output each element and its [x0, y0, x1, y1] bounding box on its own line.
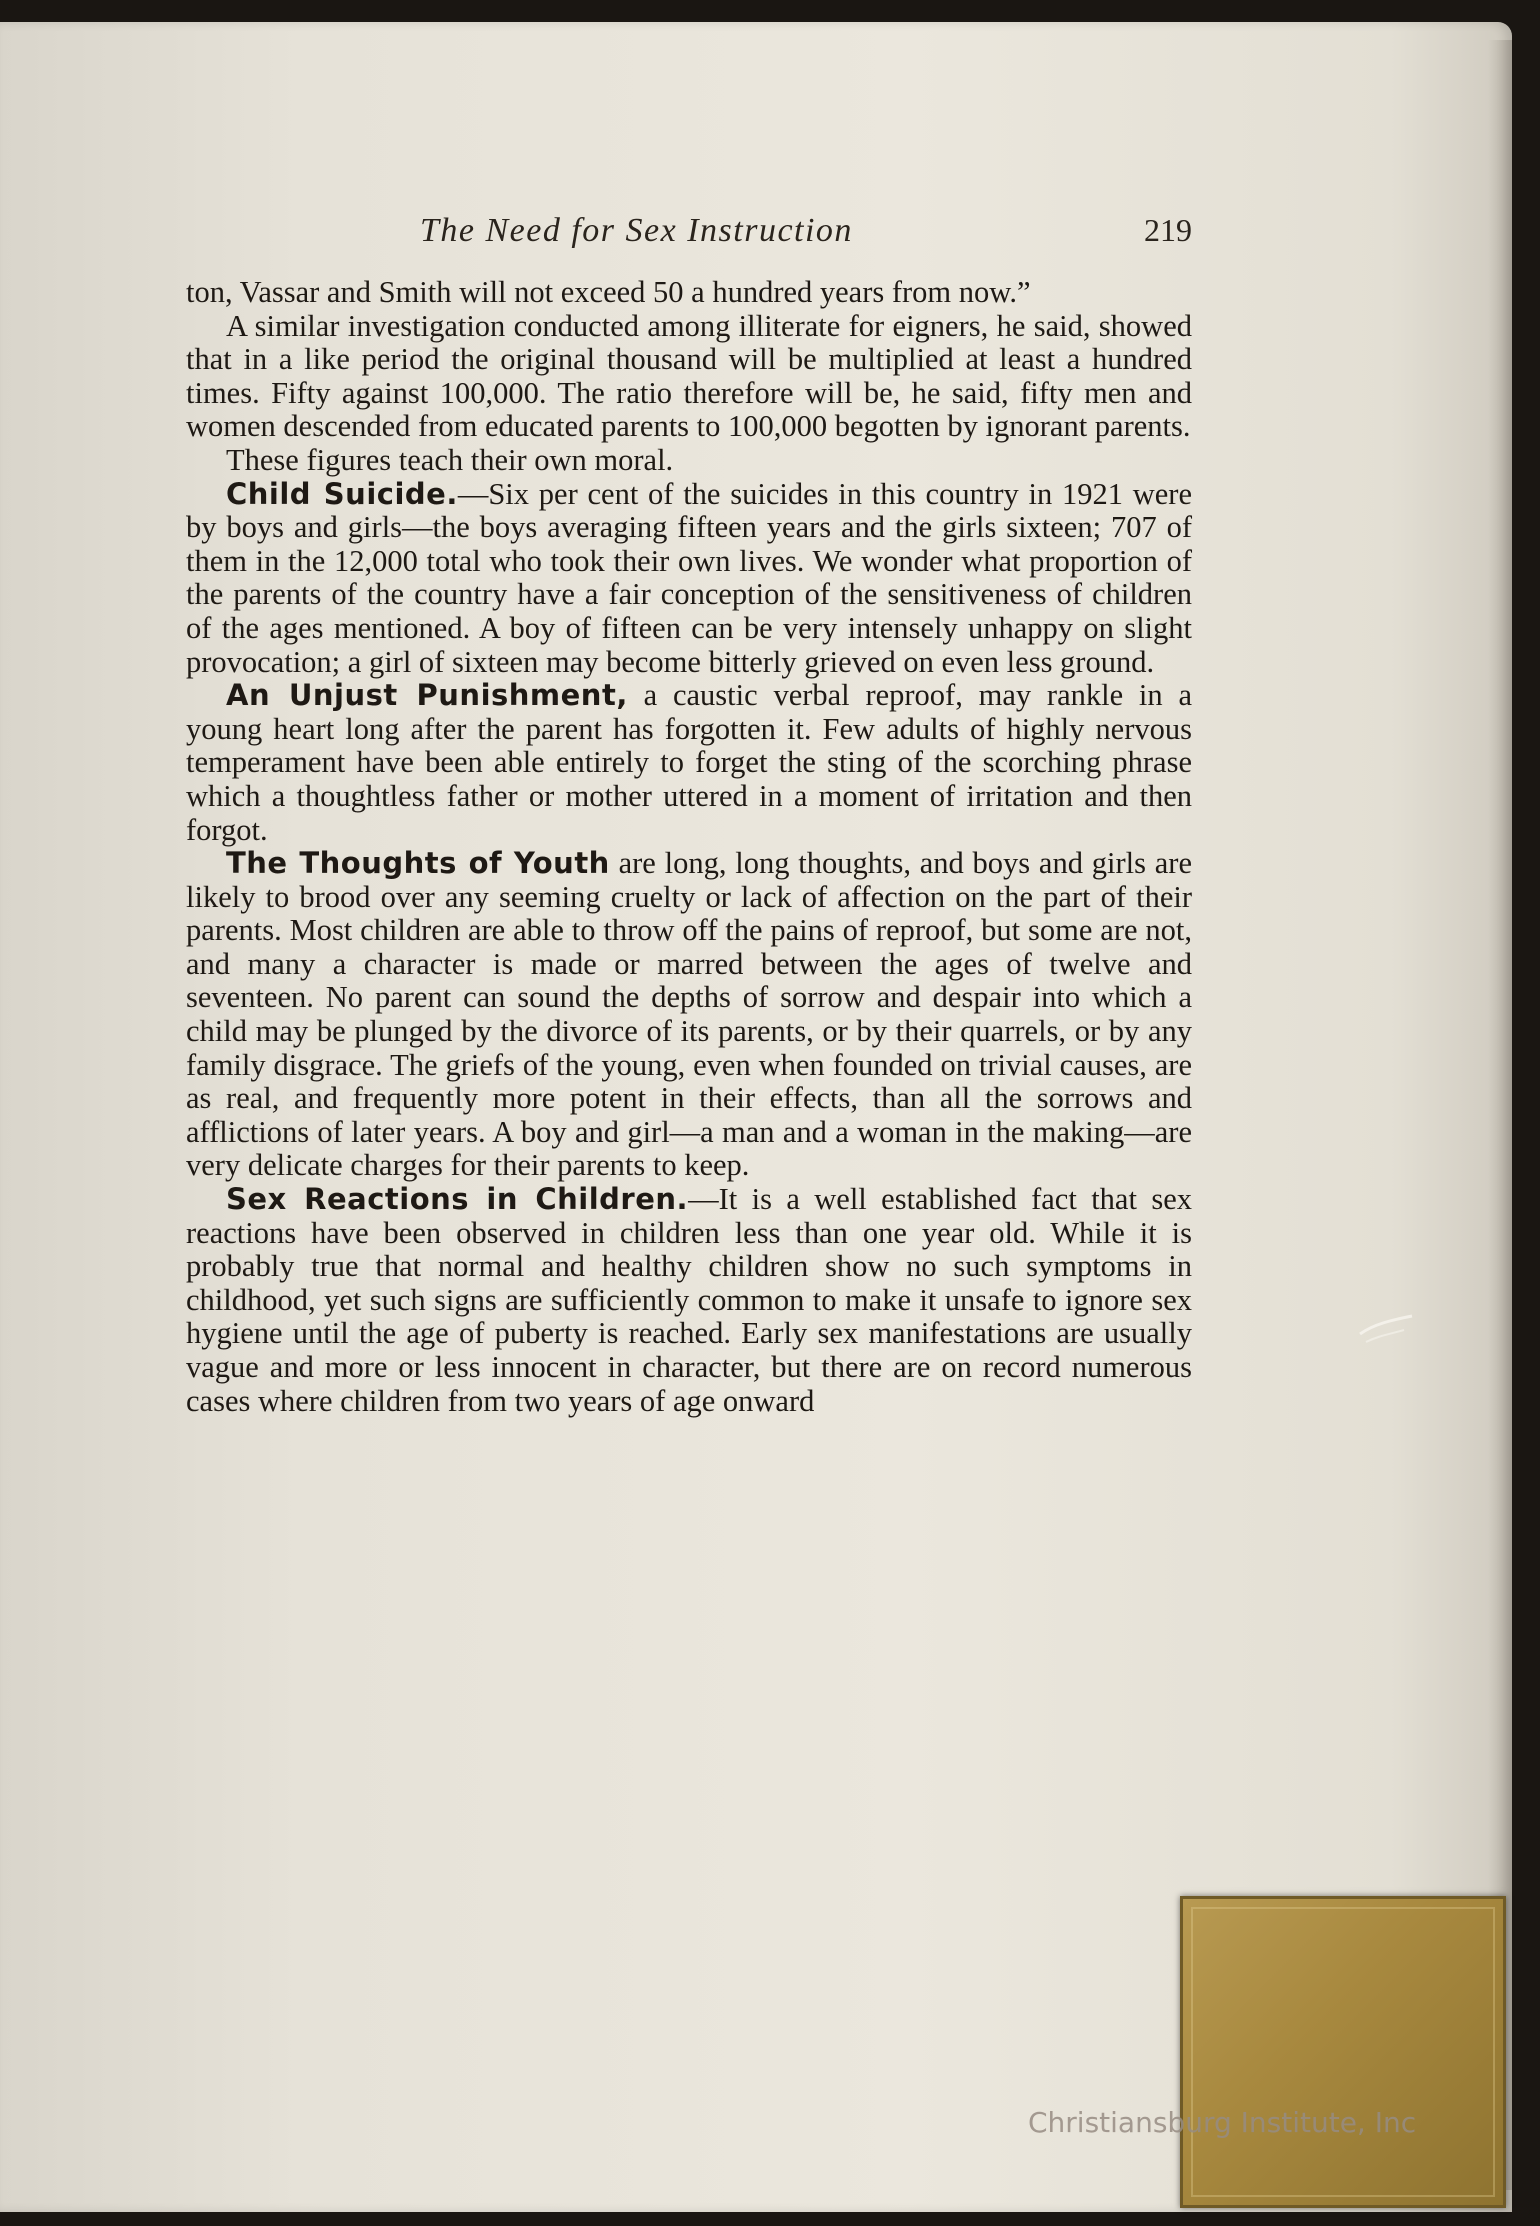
page-edge-shadow — [1488, 40, 1512, 2190]
paragraph-child-suicide — [186, 478, 1192, 680]
page-header — [186, 212, 1192, 262]
paragraph-lead: Child Suicide. — [226, 476, 458, 511]
paragraph-text: ton, Vassar and Smith will not exceed 50 a hundred years from now.” — [186, 275, 1031, 309]
paragraph-text: a caustic verbal reproof, may rankle in a young heart long after the parent has forgotten it. Few adults of highly nervous temperament have been able entirely to forget the sting of the scorching phrase which a thoughtless father or mother uttered in a moment of irritation and then forgot. — [186, 678, 1192, 847]
paragraph-text: —Six per cent of the suicides in this country in 1921 were by boys and girls—the boys averaging fifteen years and the girls sixteen; 707 of them in the 12,000 total who took their own lives. We wonder what proportion of the parents of the country have a fair conception of the sensitiveness of children of the ages mentioned. A boy of fifteen can be very intensely unhappy on slight provocation; a girl of sixteen may become bitterly grieved on even less ground. — [186, 476, 1192, 679]
paragraph-text: —It is a well established fact that sex reactions have been observed in children less than one year old. While it is probably true that normal and healthy children show no such symptoms in childhood, yet such signs are sufficiently common to make it unsafe to ignore sex hygiene until the age of puberty is reached. Early sex manifestations are usually vague and more or less innocent in character, but there are on record numerous cases where children from two years of age onward — [186, 1182, 1192, 1418]
paragraph-thoughts-of-youth — [186, 847, 1192, 1183]
paragraph-text: A similar investigation conducted among illiterate for eigners, he said, showed that in a like period the original thousand will be multiplied at least a hundred times. Fifty against 100,000. The ratio therefore will be, he said, fifty men and women descended from educated parents to 100,000 begotten by ignorant parents. — [186, 308, 1192, 444]
paragraph-2 — [186, 310, 1192, 444]
paper-smudge — [1356, 1306, 1416, 1346]
paragraph-lead: An Unjust Punishment, — [226, 678, 628, 713]
paragraph-text: are long, long thoughts, and boys and girls are likely to brood over any seeming cruelty or lack of affection on the part of their parents. Most children are able to throw off the pains of reproof, but some are not, and many a character is made or marred between the ages of twelve and seventeen. No parent can sound the depths of sorrow and despair into which a child may be plunged by the divorce of its parents, or by their quarrels, or by any family disgrace. The griefs of the young, even when founded on trivial causes, are as real, and frequently more potent in their effects, than all the sorrows and afflictions of later years. A boy and girl—a man and a woman in the making—are very delicate charges for their parents to keep. — [186, 846, 1192, 1183]
watermark: Christiansburg Institute, Inc — [1028, 2106, 1417, 2139]
page-number: 219 — [1144, 212, 1192, 248]
paragraph-lead: Sex Reactions in Children. — [226, 1182, 689, 1217]
paragraph-3 — [186, 444, 1192, 478]
running-title: The Need for Sex Instruction — [420, 212, 853, 249]
paragraph-unjust-punishment — [186, 679, 1192, 847]
bookmark-tab-border — [1191, 1907, 1495, 2197]
gold-bookmark-tab — [1180, 1896, 1506, 2208]
body-text — [186, 276, 1192, 1418]
paragraph-sex-reactions — [186, 1183, 1192, 1418]
paragraph-lead: The Thoughts of Youth — [226, 846, 610, 881]
paragraph-1 — [186, 276, 1192, 310]
paragraph-text: These figures teach their own moral. — [226, 442, 674, 477]
